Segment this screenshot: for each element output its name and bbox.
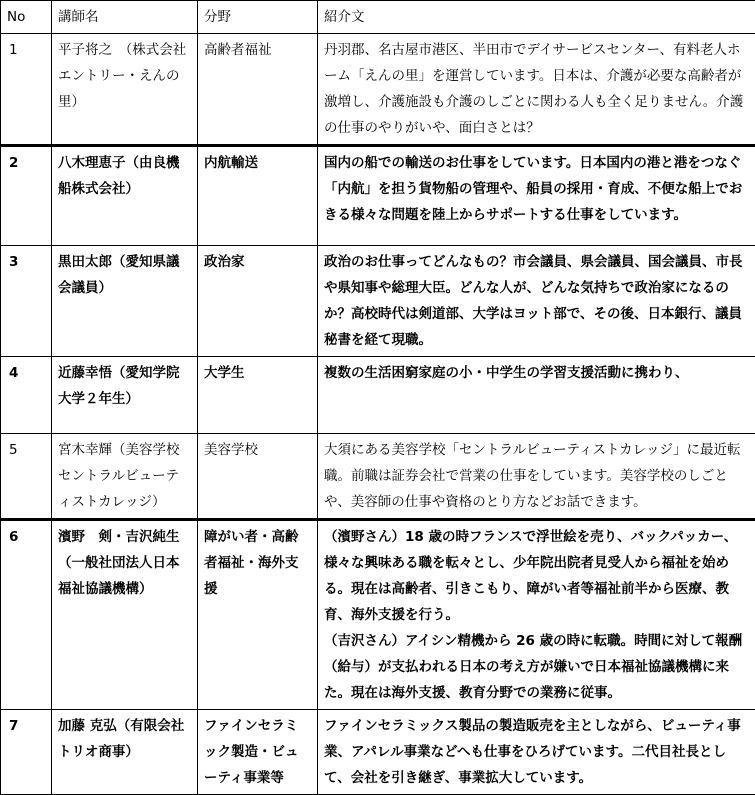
row-no: 6 [1, 520, 52, 710]
row-field: 美容学校 [198, 434, 318, 520]
header-name: 講師名 [52, 1, 198, 34]
row-field: 内航輸送 [198, 146, 318, 246]
row-name: 八木理恵子（由良機船株式会社） [52, 146, 198, 246]
header-desc: 紹介文 [318, 1, 755, 34]
table-row [1, 146, 755, 246]
row-field: 政治家 [198, 246, 318, 357]
row-no: 3 [1, 246, 52, 357]
header-field: 分野 [198, 1, 318, 34]
header-no: No [1, 1, 52, 34]
row-name-line: （一般社団法人日本福祉協議機構） [58, 550, 191, 602]
row-desc-paragraph: （吉沢さん）アイシン精機から 26 歳の時に転職。時間に対して報酬（給与）が支払われる日本の考え方が嫌いで日本福祉協議機構に来た。現在は海外支援、教育分野での業務に従事。 [324, 628, 749, 706]
row-field: 高齢者福祉 [198, 34, 318, 146]
row-field: ファインセラミック製造・ビューティ事業等 [198, 710, 318, 795]
table-row [1, 34, 755, 146]
row-desc: 丹羽郡、名古屋市港区、半田市でデイサービスセンター、有料老人ホーム「えんの里」を運営しています。日本は、介護が必要な高齢者が激増し、介護施設も介護のしごとに関わる人も全く足りません。介護の仕事のやりがいや、面白さとは？ [318, 34, 755, 146]
row-desc: 大須にある美容学校「セントラルビューティストカレッジ」に最近転職。前職は証券会社で営業の仕事をしています。美容学校のしごとや、美容師の仕事や資格のとり方などお話できます。 [318, 434, 755, 520]
row-name [52, 520, 198, 710]
row-name: 黒田太郎（愛知県議会議員） [52, 246, 198, 357]
header-row [1, 1, 755, 34]
row-no: 5 [1, 434, 52, 520]
row-desc [318, 520, 755, 710]
row-field: 大学生 [198, 357, 318, 434]
table-row [1, 520, 755, 710]
row-name: 加藤 克弘（有限会社トリオ商事） [52, 710, 198, 795]
row-desc: 政治のお仕事ってどんなもの？市会議員、県会議員、国会議員、市長や県知事や総理大臣。どんな人が、どんな気持ちで政治家になるのか？高校時代は剣道部、大学はヨット部で、その後、日本銀行、議員秘書を経て現職。 [318, 246, 755, 357]
row-desc: 複数の生活困窮家庭の小・中学生の学習支援活動に携わり、 [318, 357, 755, 434]
row-name: 宮木幸輝（美容学校セントラルビューティストカレッジ） [52, 434, 198, 520]
row-name: 平子将之 （株式会社エントリー・えんの里） [52, 34, 198, 146]
table-row [1, 246, 755, 357]
row-desc: ファインセラミックス製品の製造販売を主としながら、ビューティ事業、アパレル事業などへも仕事をひろげています。二代目社長として、会社を引き継ぎ、事業拡大しています。 [318, 710, 755, 795]
row-name: 近藤幸悟（愛知学院大学２年生） [52, 357, 198, 434]
row-desc-paragraph: （濱野さん）18 歳の時フランスで浮世絵を売り、バックパッカー、様々な興味ある職を転々とし、少年院出院者見受人から福祉を始める。現在は高齢者、引きこもり、障がい者等福祉前半から医療、教育、海外支援を行う。 [324, 524, 749, 628]
table-row [1, 434, 755, 520]
row-name-line: 濱野 剣・吉沢純生 [58, 524, 191, 550]
row-no: 7 [1, 710, 52, 795]
table-row [1, 710, 755, 795]
table-row [1, 357, 755, 434]
row-desc: 国内の船での輸送のお仕事をしています。日本国内の港と港をつなぐ「内航」を担う貨物船の管理や、船員の採用・育成、不便な船上でおきる様々な問題を陸上からサポートする仕事をしています。 [318, 146, 755, 246]
row-no: 1 [1, 34, 52, 146]
row-no: 4 [1, 357, 52, 434]
row-no: 2 [1, 146, 52, 246]
row-field: 障がい者・高齢者福祉・海外支援 [198, 520, 318, 710]
